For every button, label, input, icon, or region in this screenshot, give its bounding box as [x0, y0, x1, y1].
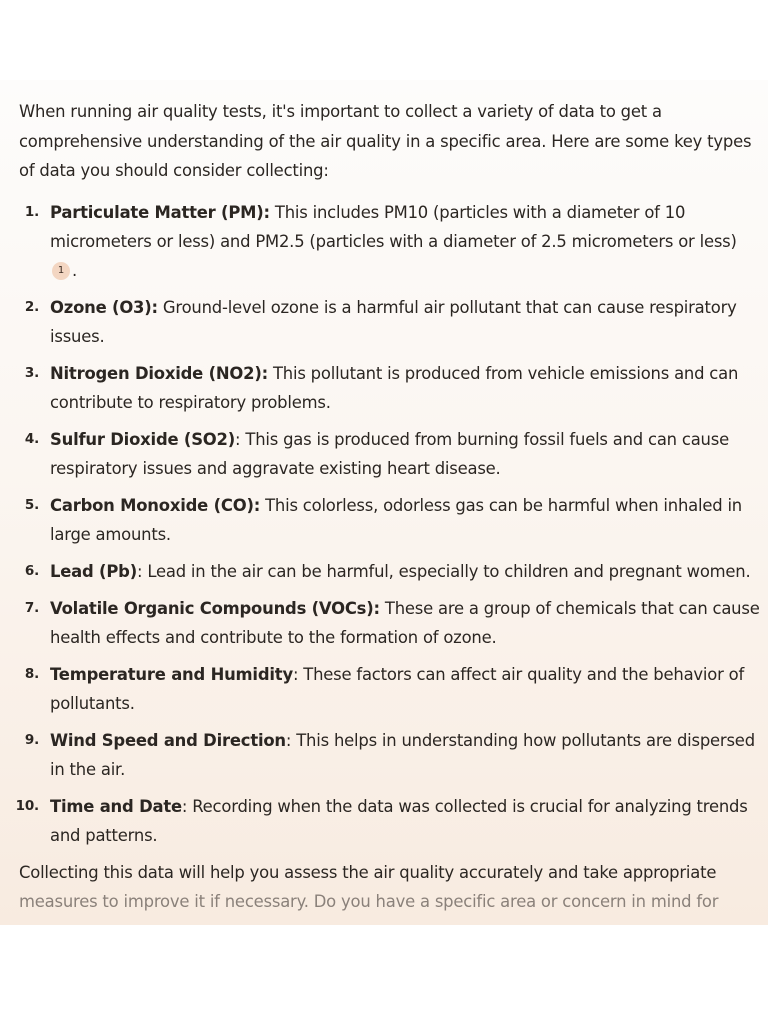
item-label: Volatile Organic Compounds (VOCs): — [50, 598, 380, 618]
list-item — [19, 359, 768, 417]
list-item — [19, 293, 768, 351]
list-item — [19, 198, 768, 285]
list-item — [19, 660, 768, 718]
item-label: Temperature and Humidity — [50, 664, 293, 684]
list-number: 10. — [15, 797, 39, 814]
item-label: Wind Speed and Direction — [50, 730, 286, 750]
item-text: : This gas is produced from burning fossil fuels and can cause respiratory issues and aggravate existing heart disease. — [50, 429, 729, 478]
item-label: Ozone (O3): — [50, 297, 158, 317]
list-number: 4. — [24, 430, 39, 447]
list-number: 1. — [24, 203, 39, 220]
item-label: Time and Date — [50, 796, 182, 816]
list-item — [19, 425, 768, 483]
list-item — [19, 726, 768, 784]
item-text-end: . — [72, 260, 78, 280]
citation-badge[interactable]: 1 — [52, 262, 70, 280]
item-text: : Lead in the air can be harmful, especially to children and pregnant women. — [137, 561, 751, 581]
item-text: : These factors can affect air quality and the behavior of pollutants. — [50, 664, 745, 713]
list-number: 2. — [24, 298, 39, 315]
list-number: 5. — [24, 496, 39, 513]
closing-text-faded: measures to improve it if necessary. Do you have a specific area or concern in mind for — [19, 892, 719, 911]
item-label: Particulate Matter (PM): — [50, 202, 270, 222]
list-number: 7. — [24, 599, 39, 616]
item-text: Ground-level ozone is a harmful air pollutant that can cause respiratory issues. — [50, 297, 737, 346]
chat-response-panel — [0, 80, 768, 925]
data-types-list — [15, 198, 768, 850]
item-text: This pollutant is produced from vehicle emissions and can contribute to respiratory problems. — [50, 363, 739, 412]
list-number: 9. — [24, 731, 39, 748]
item-text: This includes PM10 (particles with a diameter of 10 micrometers or less) and PM2.5 (particles with a diameter of 2.5 micrometers or less) — [50, 202, 737, 251]
list-item — [15, 792, 768, 850]
closing-text: Collecting this data will help you assess the air quality accurately and take appropriate — [19, 862, 717, 882]
list-number: 6. — [24, 562, 39, 579]
item-text: : This helps in understanding how pollutants are dispersed in the air. — [50, 730, 755, 779]
list-item — [19, 557, 768, 586]
closing-paragraph — [19, 858, 759, 917]
item-label: Sulfur Dioxide (SO2) — [50, 429, 236, 449]
item-text: This colorless, odorless gas can be harmful when inhaled in large amounts. — [50, 495, 742, 544]
item-label: Lead (Pb) — [50, 561, 137, 581]
list-number: 8. — [24, 665, 39, 682]
intro-paragraph: When running air quality tests, it's important to collect a variety of data to get a comprehensive understanding of the air quality in a specific area. Here are some key types of data you should consider collecting: — [19, 102, 752, 180]
list-item — [19, 594, 768, 652]
item-label: Nitrogen Dioxide (NO2): — [50, 363, 268, 383]
item-text: These are a group of chemicals that can cause health effects and contribute to the formation of ozone. — [50, 598, 760, 647]
item-label: Carbon Monoxide (CO): — [50, 495, 261, 515]
list-number: 3. — [24, 364, 39, 381]
item-text: : Recording when the data was collected is crucial for analyzing trends and patterns. — [50, 796, 748, 845]
list-item — [19, 491, 768, 549]
